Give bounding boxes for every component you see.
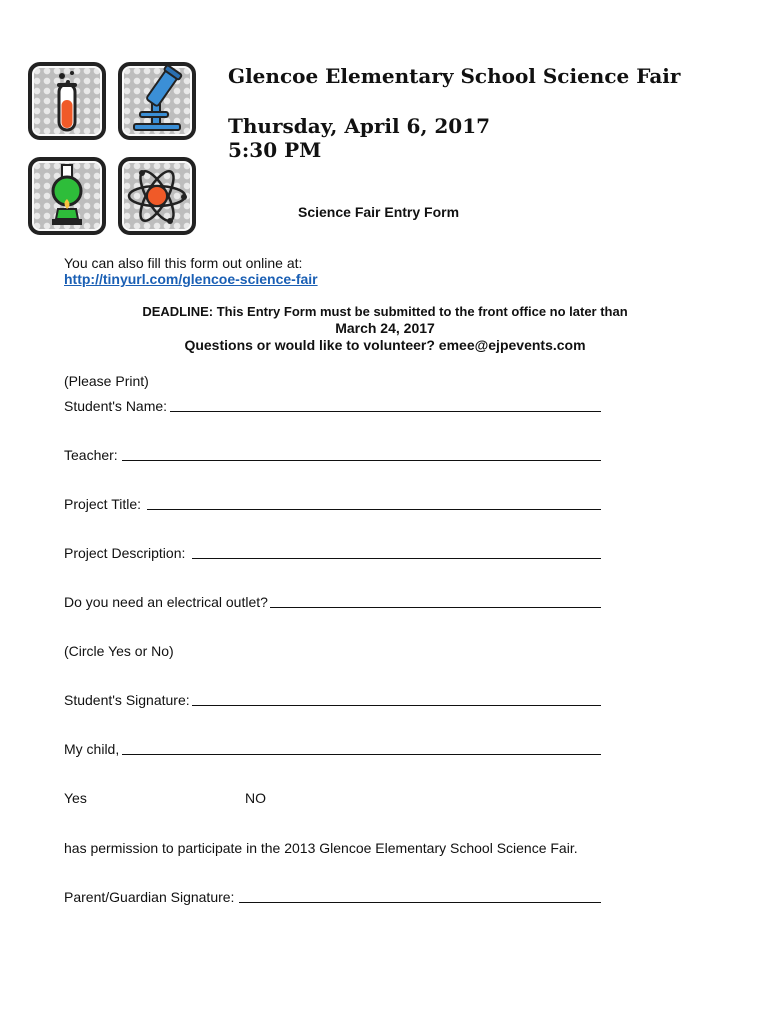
parent-signature-label: Parent/Guardian Signature: [64, 889, 235, 905]
student-name-line[interactable] [170, 411, 601, 412]
student-signature-label: Student's Signature: [64, 692, 190, 708]
no-option[interactable]: NO [245, 790, 266, 806]
deadline-date: March 24, 2017 [335, 320, 435, 336]
my-child-line[interactable] [122, 754, 601, 755]
student-signature-line[interactable] [192, 705, 601, 706]
form-title: Science Fair Entry Form [298, 204, 460, 220]
permission-statement: has permission to participate in the 2013 Glencoe Elementary School Science Fair. [64, 840, 578, 856]
atom-icon [118, 157, 196, 235]
test-tube-icon [28, 62, 106, 140]
yes-option[interactable]: Yes [64, 790, 87, 806]
event-time: 5:30 PM [228, 138, 322, 162]
student-name-label: Student's Name: [64, 398, 168, 414]
my-child-label: My child, [64, 741, 120, 757]
volunteer-contact: Questions or would like to volunteer? emee@ejpevents.com [184, 337, 586, 353]
project-title-label: Project Title: [64, 496, 142, 512]
online-form-link[interactable]: http://tinyurl.com/glencoe-science-fair [64, 271, 318, 287]
please-print-note: (Please Print) [64, 373, 149, 389]
electrical-outlet-label: Do you need an electrical outlet? [64, 594, 268, 610]
event-date: Thursday, April 6, 2017 [228, 114, 491, 138]
project-description-label: Project Description: [64, 545, 186, 561]
project-description-line[interactable] [192, 558, 601, 559]
teacher-line[interactable] [122, 460, 601, 461]
project-title-line[interactable] [147, 509, 601, 510]
circle-yes-no-note: (Circle Yes or No) [64, 643, 174, 659]
deadline-line-1: DEADLINE: This Entry Form must be submitted to the front office no later than [142, 304, 628, 319]
flask-icon [28, 157, 106, 235]
parent-signature-line[interactable] [239, 902, 601, 903]
event-title: Glencoe Elementary School Science Fair [228, 64, 681, 88]
teacher-label: Teacher: [64, 447, 118, 463]
electrical-outlet-line[interactable] [270, 607, 601, 608]
online-text: You can also fill this form out online at: [64, 255, 303, 271]
microscope-icon [118, 62, 196, 140]
